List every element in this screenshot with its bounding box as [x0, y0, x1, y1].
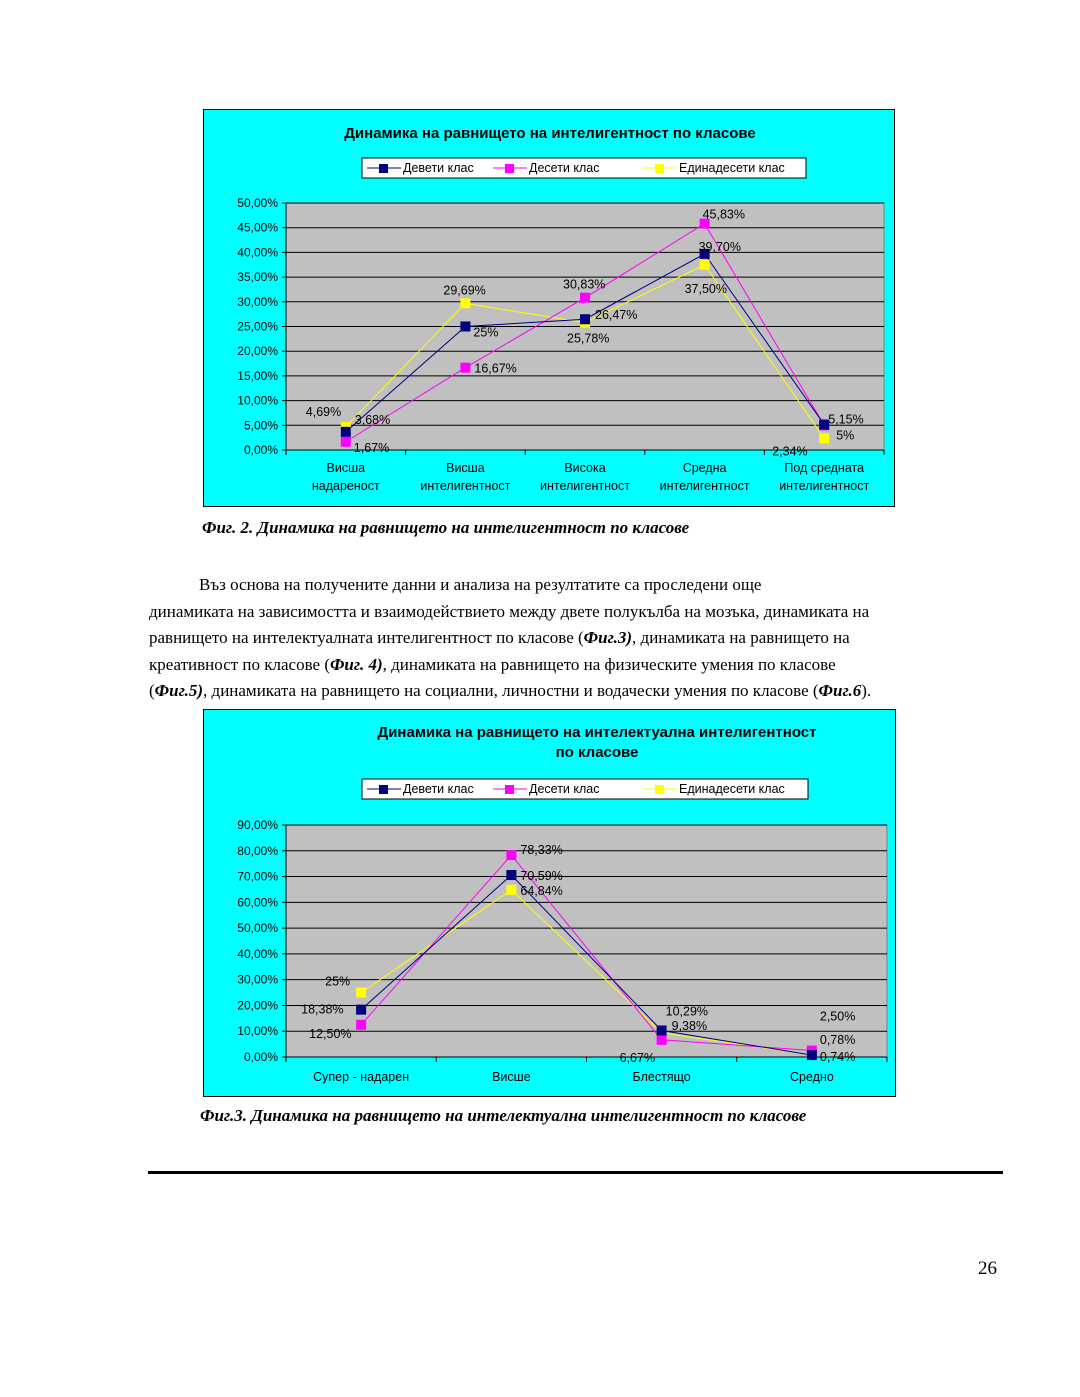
data-label: 78,33%	[520, 843, 563, 858]
data-label: 25%	[473, 325, 499, 340]
text-run: ).	[861, 681, 872, 700]
data-point	[506, 870, 516, 880]
figure-reference: Фиг.5)	[154, 681, 204, 700]
y-tick-label: 50,00%	[237, 921, 278, 936]
y-tick-label: 80,00%	[237, 843, 278, 858]
plot-area	[286, 825, 887, 1057]
data-label: 29,69%	[443, 283, 486, 298]
data-point	[580, 293, 590, 303]
y-tick-label: 35,00%	[237, 270, 278, 285]
data-label: 45,83%	[702, 207, 746, 222]
text-run: креативност по класове (	[149, 654, 330, 674]
y-tick-label: 5,00%	[243, 418, 278, 433]
data-label: 0,74%	[819, 1050, 856, 1065]
body-paragraph	[149, 572, 1009, 705]
x-tick-label: Висше	[492, 1070, 531, 1084]
legend-marker	[505, 785, 514, 794]
y-tick-label: 10,00%	[237, 393, 278, 408]
text-run: , динамиката на равнището на физическите умения по класове	[382, 654, 836, 674]
y-tick-label: 45,00%	[237, 220, 278, 235]
y-tick-label: 0,00%	[243, 443, 278, 457]
data-point	[506, 885, 516, 895]
data-label: 37,50%	[684, 281, 728, 296]
data-label: 1,67%	[353, 440, 390, 455]
paragraph-line-5	[149, 678, 1009, 705]
data-label: 64,84%	[520, 883, 563, 898]
y-tick-label: 40,00%	[237, 946, 278, 961]
data-point	[657, 1035, 667, 1045]
figure-reference: Фиг.6	[818, 681, 862, 700]
data-label: 70,59%	[520, 869, 563, 884]
page-number: 26	[978, 1258, 997, 1279]
data-point	[700, 260, 710, 270]
y-tick-label: 20,00%	[237, 998, 278, 1013]
legend-label: Десети клас	[529, 161, 600, 175]
data-point	[460, 322, 470, 332]
x-tick-label: надареност	[311, 479, 380, 493]
data-label: 5,15%	[828, 412, 864, 427]
legend-marker	[505, 164, 514, 173]
text-run: равнището на интелектуалната интелигентност по класове (	[149, 628, 584, 647]
data-label: 25,78%	[567, 331, 610, 346]
y-tick-label: 0,00%	[243, 1050, 278, 1064]
x-tick-label: Блестящо	[632, 1070, 691, 1084]
legend-marker	[655, 164, 664, 173]
data-point	[657, 1025, 667, 1035]
data-label: 16,67%	[474, 361, 517, 376]
paragraph-line-2: динамиката на зависимостта и взаимодействието между двете полукълба на мозъка, динамиката на	[149, 601, 870, 621]
data-label: 3,68%	[354, 412, 391, 427]
text-run: (	[149, 681, 155, 700]
chart-1-svg	[204, 110, 896, 508]
x-tick-label: интелигентност	[540, 479, 630, 493]
legend-label: Единадесети клас	[679, 782, 785, 796]
y-tick-label: 10,00%	[237, 1024, 278, 1039]
data-point	[460, 363, 470, 373]
paragraph-line-3	[149, 625, 1009, 652]
y-tick-label: 60,00%	[237, 895, 278, 910]
legend-marker	[379, 164, 388, 173]
data-label: 2,34%	[772, 444, 808, 459]
x-tick-label: Висока	[564, 461, 606, 475]
x-tick-label: Средно	[789, 1070, 834, 1084]
x-tick-label: интелигентност	[779, 479, 870, 493]
data-label: 0,78%	[819, 1032, 856, 1047]
chart-title: по класове	[555, 744, 639, 761]
data-point	[580, 314, 590, 324]
data-point	[356, 1005, 366, 1015]
y-tick-label: 50,00%	[237, 196, 278, 210]
y-tick-label: 25,00%	[237, 319, 278, 334]
legend-label: Десети клас	[529, 782, 600, 796]
chart-intellectual-intelligence-by-grade	[203, 709, 896, 1097]
y-tick-label: 20,00%	[237, 344, 278, 359]
figure-reference: Фиг. 4)	[329, 654, 383, 674]
data-label: 39,70%	[698, 239, 742, 254]
y-tick-label: 15,00%	[237, 368, 278, 383]
data-label: 10,29%	[665, 1004, 709, 1019]
data-point	[460, 298, 470, 308]
data-point	[341, 427, 351, 437]
x-tick-label: Висша	[326, 461, 366, 475]
data-point	[341, 437, 351, 447]
legend-label: Единадесети клас	[679, 161, 785, 175]
chart-title: Динамика на равнището на интелигентност по класове	[344, 125, 756, 142]
data-point	[819, 433, 829, 443]
data-point	[807, 1050, 817, 1060]
legend-label: Девети клас	[403, 161, 474, 175]
chart-intelligence-by-grade	[203, 109, 895, 507]
legend-label: Девети клас	[403, 782, 474, 796]
data-label: 30,83%	[563, 277, 606, 292]
x-tick-label: Супер - надарен	[313, 1070, 410, 1084]
data-label: 26,47%	[595, 308, 638, 323]
y-tick-label: 40,00%	[237, 245, 278, 260]
data-label: 4,69%	[305, 404, 342, 419]
text-run: , динамиката на равнището на	[632, 628, 850, 647]
chart-2-svg	[204, 710, 897, 1098]
legend-marker	[379, 785, 388, 794]
text-run: , динамиката на равнището на социални, личностни и водачески умения по класове (	[203, 681, 819, 700]
data-label: 18,38%	[301, 1002, 344, 1017]
x-tick-label: Висша	[446, 461, 485, 475]
x-tick-label: интелигентност	[420, 479, 511, 493]
x-tick-label: интелигентност	[659, 479, 750, 493]
data-label: 6,67%	[619, 1050, 656, 1065]
x-tick-label: Средна	[682, 461, 727, 475]
figure-reference: Фиг.3)	[583, 628, 633, 647]
data-label: 9,38%	[671, 1018, 708, 1033]
paragraph-line-4	[149, 652, 1009, 679]
data-point	[356, 1020, 366, 1030]
figure-3-caption: Фиг.3. Динамика на равнището на интелектуална интелигентност по класове	[200, 1106, 807, 1125]
data-label: 2,50%	[819, 1009, 856, 1024]
data-label: 5%	[836, 428, 855, 443]
y-tick-label: 30,00%	[237, 972, 278, 987]
legend-marker	[655, 785, 664, 794]
y-tick-label: 30,00%	[237, 294, 278, 309]
x-tick-label: Под средната	[784, 461, 865, 475]
chart-title: Динамика на равнището на интелектуална интелигентност	[377, 724, 817, 741]
paragraph-line-1: Въз основа на получените данни и анализа на резултатите са проследени още	[199, 575, 762, 594]
y-tick-label: 90,00%	[237, 818, 278, 832]
data-point	[356, 988, 366, 998]
figure-2-caption: Фиг. 2. Динамика на равнището на интелигентност по класове	[202, 518, 690, 537]
footer-rule	[148, 1171, 1003, 1174]
data-point	[506, 850, 516, 860]
data-label: 25%	[325, 974, 351, 989]
y-tick-label: 70,00%	[237, 869, 278, 884]
data-label: 12,50%	[309, 1026, 352, 1041]
